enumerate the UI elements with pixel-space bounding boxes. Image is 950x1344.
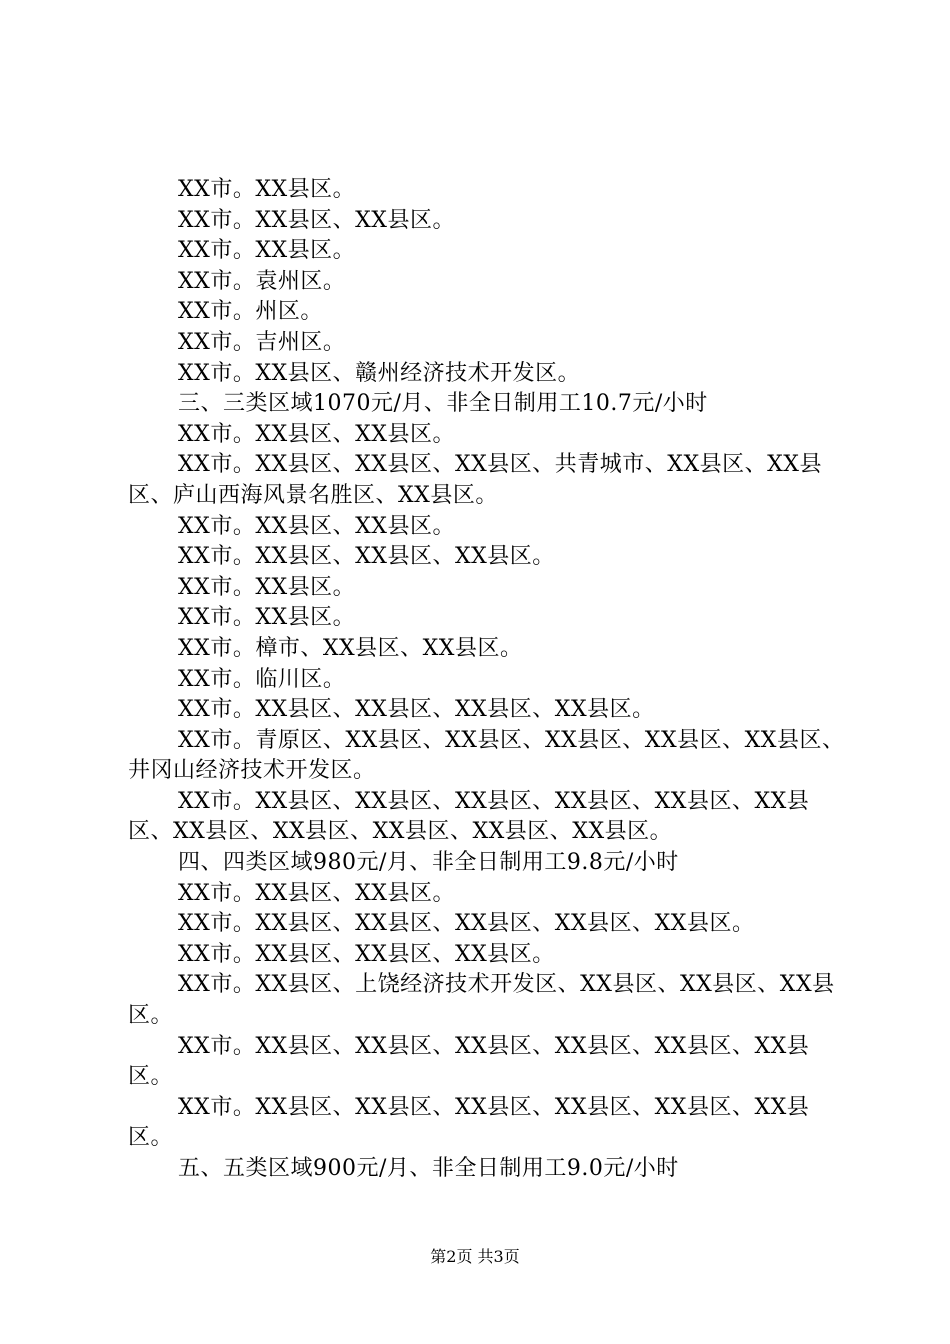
paragraph: XX市。青原区、XX县区、XX县区、XX县区、XX县区、XX县区、井冈山经济技术开发区。 <box>128 727 845 784</box>
paragraph: XX市。吉州区。 <box>178 329 346 355</box>
paragraph: XX市。临川区。 <box>178 666 346 692</box>
document-body <box>128 175 848 1185</box>
paragraph: XX市。XX县区。 <box>178 605 356 631</box>
page-number-footer: 第2页 共3页 <box>430 1247 520 1266</box>
paragraph: XX市。XX县区。 <box>178 574 356 600</box>
section-heading: 五、五类区域900元/月、非全日制用工9.0元/小时 <box>178 1156 679 1181</box>
paragraph: XX市。XX县区、XX县区、XX县区。 <box>178 941 555 967</box>
paragraph: XX市。XX县区、XX县区、XX县区、XX县区、XX县区、XX县区。 <box>128 1033 810 1090</box>
paragraph: XX市。XX县区、XX县区、XX县区、XX县区。 <box>178 697 655 723</box>
paragraph: XX市。XX县区、XX县区、XX县区、XX县区、XX县区、XX县区。 <box>128 1094 810 1151</box>
paragraph: XX市。XX县区、XX县区。 <box>178 880 455 906</box>
paragraph: XX市。XX县区、赣州经济技术开发区。 <box>178 360 581 386</box>
paragraph: XX市。XX县区。 <box>178 238 356 264</box>
paragraph: XX市。XX县区、XX县区、XX县区、共青城市、XX县区、XX县区、庐山西海风景名胜区、XX县区。 <box>128 452 822 508</box>
paragraph: XX市。袁州区。 <box>178 268 346 294</box>
section-heading: 三、三类区域1070元/月、非全日制用工10.7元/小时 <box>178 391 708 417</box>
paragraph: XX市。XX县区、XX县区、XX县区、XX县区、XX县区、XX县区、XX县区、XX县区、XX县区、XX县区、XX县区。 <box>128 788 810 845</box>
paragraph: XX市。XX县区、XX县区。 <box>178 207 455 233</box>
section-heading: 四、四类区域980元/月、非全日制用工9.8元/小时 <box>178 850 679 876</box>
paragraph: XX市。XX县区、XX县区。 <box>178 421 455 447</box>
paragraph: XX市。州区。 <box>178 299 323 325</box>
paragraph: XX市。XX县区、XX县区。 <box>178 513 455 539</box>
paragraph: XX市。XX县区、上饶经济技术开发区、XX县区、XX县区、XX县区。 <box>128 972 835 1029</box>
paragraph: XX市。XX县区、XX县区、XX县区、XX县区、XX县区。 <box>178 911 755 937</box>
paragraph: XX市。樟市、XX县区、XX县区。 <box>178 635 523 661</box>
paragraph: XX市。XX县区。 <box>178 177 356 202</box>
paragraph: XX市。XX县区、XX县区、XX县区。 <box>178 544 555 570</box>
